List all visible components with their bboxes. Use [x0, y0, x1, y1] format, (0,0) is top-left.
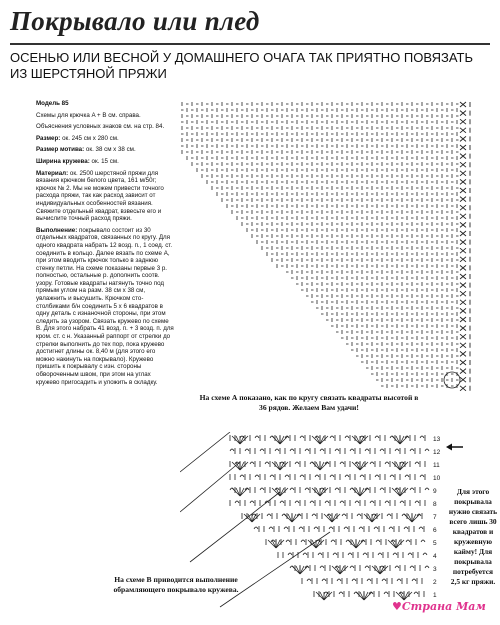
row-number: 4: [433, 553, 437, 560]
rapport-arrow-icon: [446, 443, 464, 451]
work-value: покрывало состоит из 30 отдельных квадратов, связанных по кругу. Для одного квадрата набрать 12 возд. п., 1 соед. ст. соединить в кольцо. Далее вязать по схеме А, при этом вводить крючок только в заднюю стенку петли. На схеме показаны первые 3 р. полностью, остальные р. дополнить соотв. узору. Готовые квадраты натянуть точно под прямым углом на разм. 38 см х 38 см, увлажнить и высушить. Крючком сто-столбиками б/н соединить 5 x 6 квадратов в одну деталь с изнаночной стороны, при этом следить за узором. Связать кружево по схеме B. Для этого набрать 41 возд. п. + 3 возд. п. для кром. ст. с н. Указанный раппорт от стрелки до стрелки выполнить до тех пор, пока кружево достигнет длины ок. 8,40 м (для этого его можно накинуть на покрывало). Кружево пришить к покрывалу с изн. стороны обвороченным швом, при этом на углах кружево пригосадить и уложить в складку.: [36, 226, 174, 386]
scheme-b-row-numbers: [433, 436, 445, 616]
model-number: Модель 85: [36, 100, 69, 107]
material-label: Материал:: [36, 169, 69, 177]
row-number: 1: [433, 592, 437, 599]
side-note: Для этого покрывала нужно связать всего лишь 30 квадратов и кружевную кайму! Для покрывала потребуется 2,5 кг пряжи.: [448, 487, 498, 586]
row-number: 11: [433, 462, 440, 469]
motif-value: ок. 38 см х 38 см.: [85, 146, 136, 154]
watermark: ♥Страна Мам: [392, 600, 486, 613]
row-number: 7: [433, 514, 437, 521]
row-number: 5: [433, 540, 437, 547]
material-value: ок. 2500 шерстяной пряжи для вязания крючком белого цвета, 161 м/50г; крючок № 2. Мы не можем привести точного расхода пряжи, так как расход зависит от индивидуальных особенностей вязания. Свяжите отдельный квадрат, взвесьте его и вычислите точный расход пряжи.: [36, 169, 164, 223]
scheme-a-edge-symbols: [456, 98, 478, 398]
row-number: 2: [433, 579, 437, 586]
instructions-column: [36, 100, 174, 390]
title-divider: [10, 43, 490, 45]
row-number: 3: [433, 566, 437, 573]
size-value: ок. 245 см х 280 см.: [62, 134, 119, 142]
row-number: 10: [433, 475, 441, 482]
row-number: 13: [433, 436, 441, 443]
edge-stitch-symbols: [460, 102, 470, 391]
lace-label: Ширина кружева:: [36, 157, 90, 165]
scheme-b-note: На схеме B приводится выполнение обрамляющего покрывало кружева.: [113, 575, 239, 594]
scheme-a-note: На схеме А показано, как по кругу связать квадраты высотой в 36 рядов. Желаем Вам удачи!: [199, 393, 419, 412]
legend-line: Объяснения условных знаков см. на стр. 84.: [36, 123, 165, 131]
page-subtitle: ОСЕНЬЮ ИЛИ ВЕСНОЙ У ДОМАШНЕГО ОЧАГА ТАК ПРИЯТНО ПОВЯЗАТЬ ИЗ ШЕРСТЯНОЙ ПРЯЖИ: [10, 50, 473, 81]
schemes-line: Схемы для крючка A + B см. справа.: [36, 111, 141, 119]
row-number: 6: [433, 527, 437, 534]
page-title: Покрывало или плед: [10, 6, 260, 36]
row-number: 12: [433, 449, 441, 456]
work-label: Выполнение:: [36, 226, 78, 234]
row-number: 9: [433, 488, 437, 495]
scheme-a-chart: [180, 98, 462, 390]
size-label: Размер:: [36, 134, 61, 142]
motif-label: Размер мотива:: [36, 146, 85, 154]
lace-value: ок. 15 см.: [91, 157, 119, 165]
scheme-a-stitches: [181, 102, 459, 388]
heart-icon: ♥: [392, 600, 402, 613]
row-number: 8: [433, 501, 437, 508]
